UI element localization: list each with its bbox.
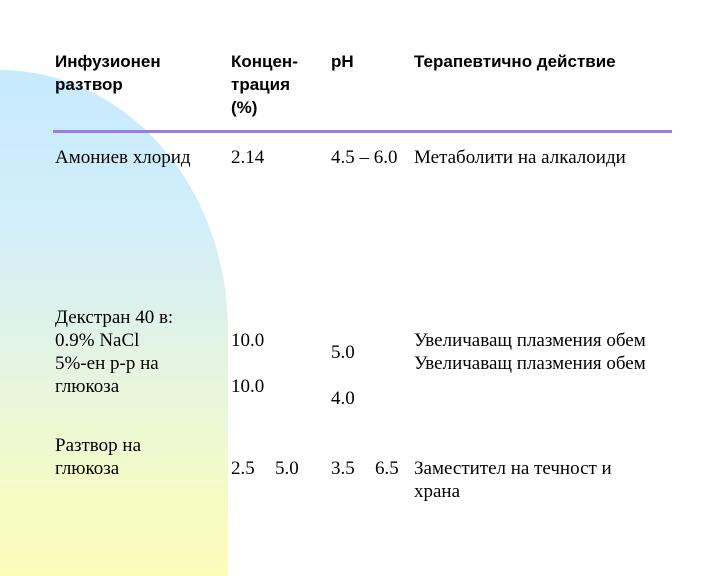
header-divider	[53, 130, 672, 133]
row3-ph-a: 3.5	[331, 458, 355, 479]
row3-solution: Разтвор на глюкоза	[55, 435, 142, 479]
header-ph: pH	[331, 52, 354, 71]
row2-action: Увеличаващ плазмения обем Увеличаващ плазмения обем	[414, 330, 646, 374]
row1-action: Метаболити на алкалоиди	[414, 147, 626, 168]
row2-concentration-glucose: 10.0	[231, 376, 265, 397]
row3-ph-b: 6.5	[375, 458, 399, 479]
row3-concentration-a: 2.5	[231, 458, 255, 479]
row3-action: Заместител на течност и храна	[414, 458, 612, 502]
row3-concentration-b: 5.0	[275, 458, 299, 479]
row1-ph: 4.5 – 6.0	[331, 147, 398, 168]
row2-ph-glucose: 4.0	[331, 388, 355, 409]
row1-solution: Амониев хлорид	[55, 147, 191, 168]
row2-ph-nacl: 5.0	[331, 342, 355, 363]
header-therapeutic-action: Терапевтично действие	[414, 52, 616, 71]
row2-concentration-nacl: 10.0	[231, 330, 265, 351]
row1-concentration: 2.14	[231, 147, 265, 168]
row2-solution: Декстран 40 в: 0.9% NaCl 5%-ен р-р на глюкоза	[55, 307, 174, 397]
header-concentration: Концен- трация (%)	[231, 52, 298, 117]
header-infusion-solution: Инфузионен разтвор	[55, 52, 161, 94]
